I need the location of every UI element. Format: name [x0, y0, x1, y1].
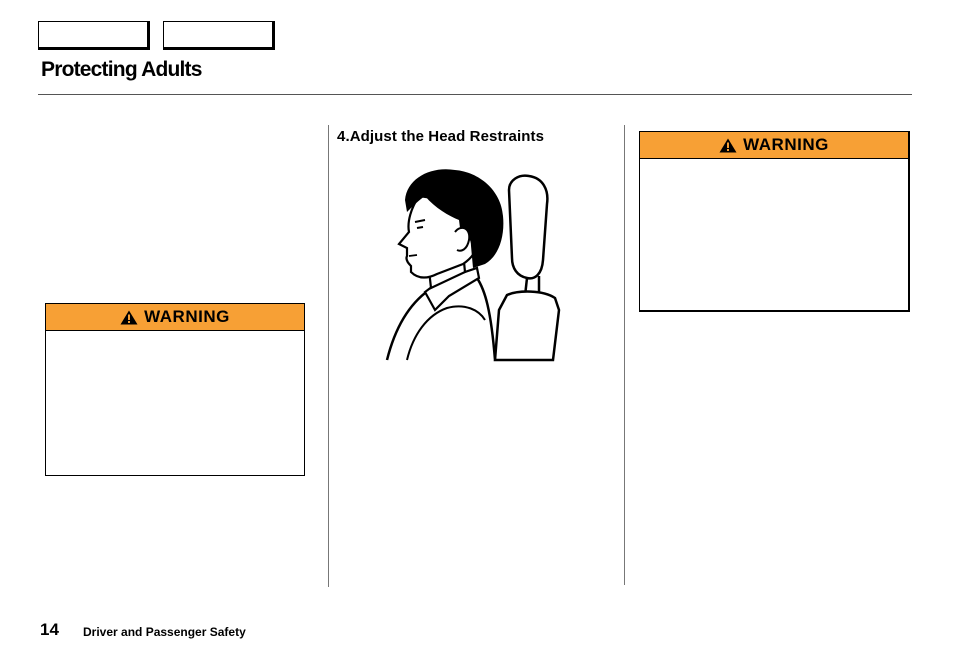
- warning-label: WARNING: [743, 135, 829, 154]
- column-divider: [328, 125, 329, 587]
- warning-header: [46, 304, 304, 331]
- nav-button-next[interactable]: [163, 21, 275, 50]
- warning-box-right: [639, 131, 910, 312]
- column-divider: [624, 125, 625, 585]
- warning-triangle-icon: [719, 138, 737, 153]
- footer-section-name: Driver and Passenger Safety: [83, 625, 246, 639]
- warning-triangle-icon: [120, 310, 138, 325]
- head-restraint-illustration: [367, 160, 585, 370]
- warning-header: [640, 132, 908, 159]
- page-number: 14: [40, 620, 59, 639]
- section-heading: 4.Adjust the Head Restraints: [337, 128, 545, 145]
- page-title: Protecting Adults: [41, 58, 202, 81]
- warning-box-left: [45, 303, 305, 476]
- title-divider: [38, 94, 912, 95]
- warning-label: WARNING: [144, 307, 230, 326]
- nav-button-previous[interactable]: [38, 21, 150, 50]
